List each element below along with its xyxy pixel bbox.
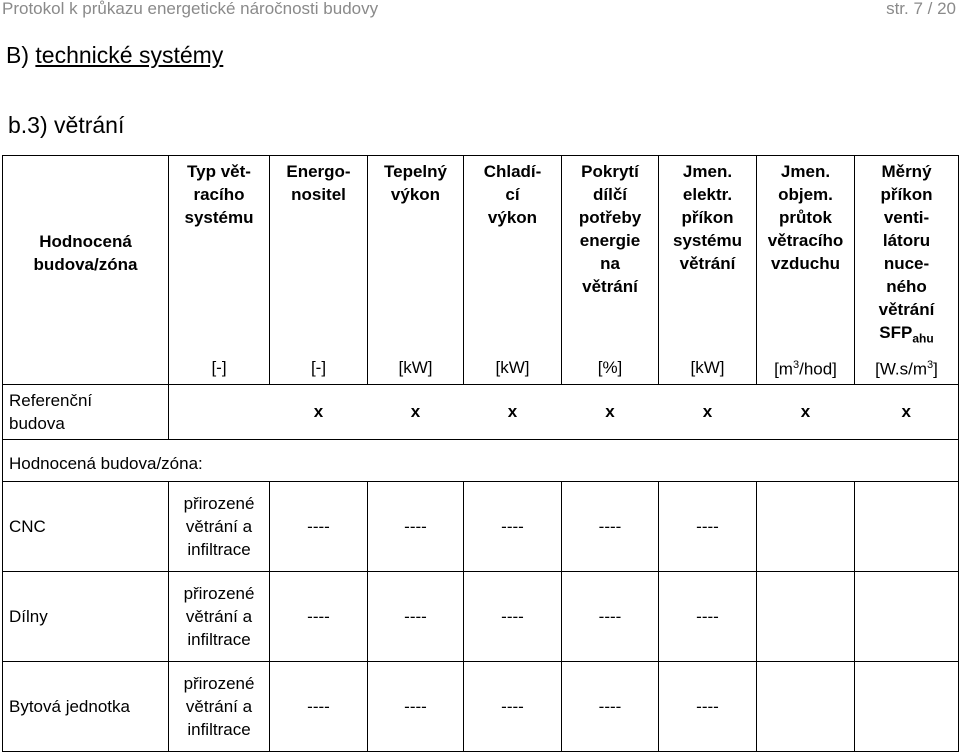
col-header-electric-power [659,156,757,351]
col-header-line: nuce- [883,254,930,273]
table-row [3,571,959,661]
subsection-title: b.3) větrání [8,112,125,138]
zone-name: CNC [3,481,169,571]
ventilation-type [169,661,270,751]
reference-value: x [757,384,855,439]
col-header-type [169,156,270,351]
cell-value: ---- [368,661,464,751]
type-line: přirozené [183,493,255,513]
header-zone-label [3,156,169,351]
cell-empty [757,481,855,571]
units-empty [3,350,169,384]
reference-value: x [464,384,562,439]
reference-value: x [368,384,464,439]
col-header-line: systému [184,208,254,227]
col-header-line: Chladí- [483,162,542,181]
cell-empty [757,571,855,661]
cell-value: ---- [368,571,464,661]
unit-cell: [-] [169,350,270,384]
section-title [6,42,223,69]
document-header-title: Protokol k průkazu energetické náročnosti budovy [2,0,379,18]
unit-part: [W.s/m [875,359,928,379]
cell-value: ---- [270,481,368,571]
col-header-line: větrání [679,254,736,273]
col-header-line: venti- [883,208,930,227]
col-header-line: Měrný [881,162,932,181]
reference-value: x [659,384,757,439]
unit-sup: 3 [927,358,934,371]
cell-value: ---- [659,481,757,571]
cell-empty [855,571,959,661]
col-header-heating-power [368,156,464,351]
reference-label-cell [3,384,169,439]
unit-cell: [kW] [368,350,464,384]
type-line: infiltrace [187,629,251,649]
col-header-line: příkon [880,185,933,204]
cell-empty [855,481,959,571]
unit-part: ] [933,359,938,379]
cell-empty [757,661,855,751]
page-number: str. 7 / 20 [886,0,956,18]
col-header-line: Typ vět- [187,162,251,181]
col-header-line: Energo- [286,162,351,181]
section-title-text: technické systémy [35,42,224,68]
unit-sup: 3 [792,358,800,371]
col-header-line: racího [193,185,245,204]
unit-cell-airflow [757,350,855,384]
col-header-line: potřeby [578,208,642,227]
cell-empty [855,661,959,751]
unit-cell-sfp [855,350,959,384]
cell-value: ---- [659,571,757,661]
col-header-line: větrání [582,277,638,296]
section-prefix: B) [6,42,36,68]
sfp-label: SFP [879,323,913,342]
unit-cell: [%] [562,350,659,384]
col-header-line: Tepelný [384,162,447,181]
reference-value: x [562,384,659,439]
cell-value: ---- [368,481,464,571]
row-header-text: Hodnocená budova/zóna [33,232,138,275]
col-header-line [855,321,958,350]
col-header-cooling-power [464,156,562,351]
cell-value: ---- [270,661,368,751]
col-header-line: dílčí [592,185,627,204]
col-header-line: elektr. [682,185,733,204]
cell-value: ---- [464,661,562,751]
reference-label: Referenční budova [9,390,93,433]
cell-value: ---- [659,661,757,751]
zone-name: Bytová jednotka [3,661,169,751]
type-line: větrání a [185,696,253,716]
col-header-line: vzduchu [771,254,840,273]
reference-value: x [270,384,368,439]
evaluated-label: Hodnocená budova/zóna: [3,439,959,481]
col-header-line: objem. [778,185,833,204]
col-header-line: větracího [767,231,844,250]
unit-cell: [kW] [659,350,757,384]
col-header-line: výkon [390,185,441,204]
col-header-line: na [600,254,620,273]
cell-value: ---- [562,571,659,661]
ventilation-type [169,571,270,661]
col-header-sfp [855,156,959,351]
col-header-line: systému [673,231,742,250]
col-header-line: nositel [291,185,346,204]
col-header-line: výkon [487,208,538,227]
cell-value: ---- [270,571,368,661]
sfp-subscript: ahu [912,331,934,346]
col-header-line: průtok [779,208,832,227]
col-header-line: látoru [882,231,931,250]
ventilation-type [169,481,270,571]
reference-value: x [855,384,959,439]
type-line: infiltrace [187,719,251,739]
reference-empty [169,384,270,439]
cell-value: ---- [562,661,659,751]
unit-part: /hod] [799,359,837,379]
unit-cell: [kW] [464,350,562,384]
col-header-coverage [562,156,659,351]
type-line: infiltrace [187,539,251,559]
cell-value: ---- [464,571,562,661]
col-header-line: větrání [878,300,935,319]
unit-part: [m [774,359,793,379]
col-header-line: Jmen. [682,162,733,181]
cell-value: ---- [562,481,659,571]
type-line: přirozené [183,583,255,603]
col-header-line: cí [505,185,520,204]
cell-value: ---- [464,481,562,571]
zone-name: Dílny [3,571,169,661]
col-header-line: ného [886,277,927,296]
ventilation-table [2,155,959,752]
unit-cell: [-] [270,350,368,384]
col-header-line: příkon [681,208,734,227]
type-line: větrání a [185,516,253,536]
col-header-energy-carrier [270,156,368,351]
table-row [3,481,959,571]
type-line: přirozené [183,673,255,693]
type-line: větrání a [185,606,253,626]
col-header-line: energie [579,231,641,250]
col-header-line: Pokrytí [581,162,639,181]
col-header-airflow [757,156,855,351]
col-header-line: Jmen. [780,162,831,181]
table-row [3,661,959,751]
